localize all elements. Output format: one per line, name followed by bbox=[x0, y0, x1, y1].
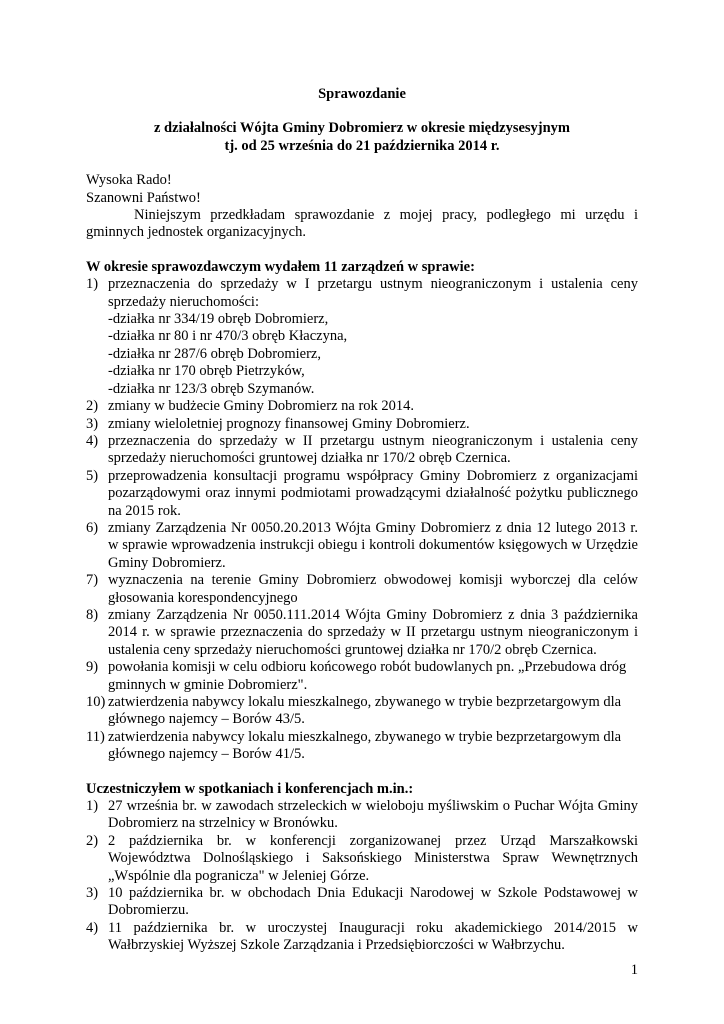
greeting-block bbox=[86, 172, 638, 242]
subtitle-line-1: z działalności Wójta Gminy Dobromierz w okresie międzysesyjnym bbox=[153, 120, 571, 137]
item-number: 8) bbox=[86, 606, 99, 623]
list-item bbox=[86, 607, 638, 659]
list-item bbox=[86, 398, 638, 415]
document-title: Sprawozdanie bbox=[318, 86, 406, 102]
document-page bbox=[86, 86, 638, 955]
meetings-heading: Uczestniczyłem w spotkaniach i konferencjach m.in.: bbox=[86, 780, 414, 797]
parcel-line: -działka nr 123/3 obręb Szymanów. bbox=[108, 380, 315, 397]
list-item bbox=[86, 520, 638, 572]
list-item bbox=[86, 572, 638, 607]
parcel-line: -działka nr 287/6 obręb Dobromierz, bbox=[108, 345, 321, 362]
item-text: przeprowadzenia konsultacji programu współpracy Gminy Dobromierz z organizacjami pozarządowymi oraz innymi podmiotami prowadzącymi działalność pożytku publicznego na 2015 rok. bbox=[108, 467, 638, 519]
item-text: zatwierdzenia nabywcy lokalu mieszkalnego, zbywanego w trybie bezprzetargowym dla głównego najemcy – Borów 41/5. bbox=[108, 728, 622, 763]
orders-heading: W okresie sprawozdawczym wydałem 11 zarządzeń w sprawie: bbox=[86, 258, 475, 275]
parcel-line: -działka nr 170 obręb Pietrzyków, bbox=[108, 363, 305, 380]
document-subtitle bbox=[86, 120, 638, 155]
list-item bbox=[86, 433, 638, 468]
item-number: 9) bbox=[86, 659, 99, 676]
item-number: 2) bbox=[86, 398, 99, 415]
item-number: 1) bbox=[86, 798, 99, 815]
item-text: powołania komisji w celu odbioru końcowego robót budowlanych pn. „Przebudowa dróg gminnych w gminie Dobromierz". bbox=[108, 659, 627, 693]
item-text: zmiany wieloletniej prognozy finansowej Gminy Dobromierz. bbox=[108, 415, 470, 432]
item-text: zmiany Zarządzenia Nr 0050.20.2013 Wójta Gminy Dobromierz z dnia 12 lutego 2013 r. w sprawie wprowadzenia instrukcji obiegu i kontroli dokumentów księgowych w Urzędzie Gminy Dobromierz. bbox=[108, 519, 638, 571]
item-number: 11) bbox=[86, 728, 105, 745]
list-item bbox=[86, 694, 638, 729]
item-number: 10) bbox=[86, 694, 106, 710]
greeting-line-2: Szanowni Państwo! bbox=[86, 189, 201, 206]
item-number: 4) bbox=[86, 919, 99, 936]
item-text: zatwierdzenia nabywcy lokalu mieszkalnego, zbywanego w trybie bezprzetargowym dla głównego najemcy – Borów 43/5. bbox=[108, 694, 622, 728]
list-item bbox=[86, 659, 638, 694]
item-text: zmiany w budżecie Gminy Dobromierz na rok 2014. bbox=[108, 398, 415, 415]
greeting-line-1: Wysoka Rado! bbox=[86, 172, 172, 189]
subtitle-line-2: tj. od 25 września do 21 października 2014 r. bbox=[224, 137, 500, 154]
item-text: 27 września br. w zawodach strzeleckich w wieloboju myśliwskim o Puchar Wójta Gminy Dobromierz na strzelnicy w Bronówku. bbox=[108, 798, 638, 832]
item-number: 3) bbox=[86, 415, 99, 432]
list-item bbox=[86, 833, 638, 885]
intro-paragraph: Niniejszym przedkładam sprawozdanie z mojej pracy, podległego mi urzędu i gminnych jednostek organizacyjnych. bbox=[86, 207, 638, 241]
item-text: 2 października br. w konferencji zorganizowanej przez Urząd Marszałkowski Województwa Dolnośląskiego i Saksońskiego Ministerstwa Spraw Wewnętrznych „Wspólnie dla pogranicza" w Jeleniej Górze. bbox=[108, 832, 638, 884]
page-number: 1 bbox=[630, 962, 638, 978]
item-number: 6) bbox=[86, 519, 99, 536]
item-text: przeznaczenia do sprzedaży w I przetargu ustnym nieograniczonym i ustalenia ceny sprzedaży nieruchomości: bbox=[108, 276, 638, 310]
orders-list bbox=[86, 276, 638, 763]
item-number: 1) bbox=[86, 276, 99, 293]
list-item bbox=[86, 729, 638, 764]
item-text: przeznaczenia do sprzedaży w II przetargu ustnym nieograniczonym i ustalenia ceny sprzedaży nieruchomości gruntowej działka nr 170/2 obręb Czernica. bbox=[108, 432, 638, 467]
list-item bbox=[86, 885, 638, 920]
parcel-line: -działka nr 334/19 obręb Dobromierz, bbox=[108, 311, 329, 328]
item-text: wyznaczenia na terenie Gminy Dobromierz obwodowej komisji wyborczej dla celów głosowania korespondencyjnego bbox=[108, 572, 638, 606]
item-number: 3) bbox=[86, 885, 99, 902]
item-text: 10 października br. w obchodach Dnia Edukacji Narodowej w Szkole Podstawowej w Dobromierzu. bbox=[108, 885, 638, 919]
list-item bbox=[86, 416, 638, 433]
list-item bbox=[86, 798, 638, 833]
item-text: zmiany Zarządzenia Nr 0050.111.2014 Wójta Gminy Dobromierz z dnia 3 października 2014 r. w sprawie przeznaczenia do sprzedaży w II przetargu ustnym nieograniczonym i ustalenia ceny sprzedaży nieruchomości gruntowej działka nr 170/2 obręb Czernica. bbox=[108, 606, 638, 658]
item-number: 7) bbox=[86, 572, 99, 589]
list-item bbox=[86, 468, 638, 520]
item-number: 2) bbox=[86, 832, 99, 849]
parcel-line: -działka nr 80 i nr 470/3 obręb Kłaczyna, bbox=[108, 328, 348, 345]
item-text: 11 października br. w uroczystej Inauguracji roku akademickiego 2014/2015 w Wałbrzyskiej Wyższej Szkole Zarządzania i Przedsiębiorczości w Wałbrzychu. bbox=[108, 919, 638, 954]
meetings-list bbox=[86, 798, 638, 955]
item-number: 5) bbox=[86, 467, 99, 484]
list-item bbox=[86, 276, 638, 398]
list-item bbox=[86, 920, 638, 955]
item-number: 4) bbox=[86, 432, 99, 449]
